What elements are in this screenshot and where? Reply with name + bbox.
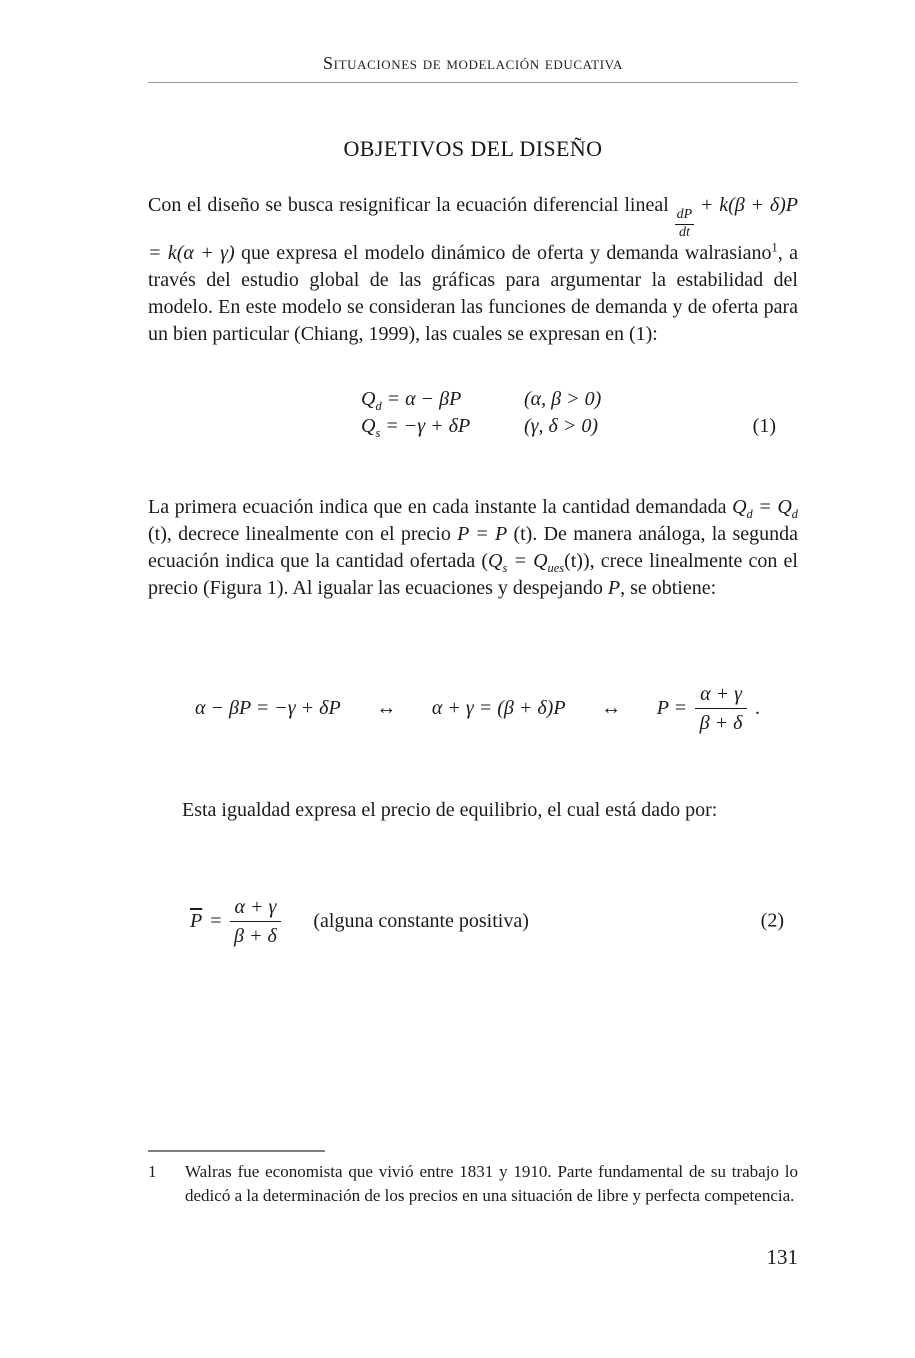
footnote-reference: 1 [771, 240, 778, 255]
eq1-demand-expression: $Q_d = \alpha - \beta P$ [361, 388, 462, 413]
equilibrium-price-expression: $\overline{P}$ = $\frac{\alpha + \gamma}{\beta + \delta}$ [190, 895, 281, 948]
inline-math-Qs: $Q_s = Q_{ues}(t)$) [488, 550, 590, 575]
inline-fraction-dPdt: $\frac{dP}{dt}$ [676, 207, 693, 240]
eq1-supply-expression: $Q_s = -\gamma + \delta P$ [361, 415, 471, 440]
paragraph-3: Esta igualdad expresa el precio de equilibrio, el cual está dado por: [182, 799, 718, 821]
equation-2 [148, 882, 798, 960]
equation-1-line-2 [148, 413, 798, 440]
double-arrow-icon: ↔ [601, 696, 622, 719]
paragraph-1-text: , a través del estudio global de las gráficas para argumentar la estabilidad del modelo. En este modelo se consideran las funciones de demanda y de oferta para un bien particular (Chiang, 1999), las cuales se expresan en (1): [148, 242, 798, 346]
paragraph-1 [148, 192, 798, 348]
P-bar: $\overline{P}$ [190, 909, 203, 932]
equation-2-label: (2) [760, 909, 784, 932]
derivation-equation [148, 668, 798, 748]
footnote-marker: 1 [148, 1162, 157, 1181]
derivation-part-1: α − βP = −γ + δP [195, 696, 341, 719]
derivation-part-2: α + γ = (β + δ)P [431, 696, 566, 719]
paragraph-1-text: que expresa el modelo dinámico de oferta y demanda walrasiano [234, 242, 772, 265]
footnote-rule [148, 1150, 325, 1152]
equation-1-line-1 [148, 386, 798, 413]
fraction-alpha-gamma: $\frac{\alpha + \gamma}{\beta + \delta}$ [695, 682, 747, 735]
equation-2-note: (alguna constante positiva) [313, 909, 529, 932]
eq1-supply-condition: (γ, δ > 0) [524, 415, 598, 437]
eq1-demand-condition: (α, β > 0) [524, 388, 602, 410]
inline-math: + k(β + δ)P = k(α + γ) [148, 194, 799, 265]
section-heading: OBJETIVOS DEL DISEÑO [343, 136, 603, 161]
inline-math-Qd: $Q_d = Q_d$ (t) [148, 496, 798, 545]
footnote [148, 1160, 798, 1207]
header-rule [148, 82, 798, 83]
fraction-alpha-gamma: $\frac{\alpha + \gamma}{\beta + \delta}$ [230, 895, 282, 948]
paragraph-2-text: , se obtiene: [620, 577, 717, 599]
double-arrow-icon: ↔ [376, 696, 397, 719]
paragraph-2-text: , crece linealmente con el precio (Figura 1). Al igualar las ecuaciones y despejando [148, 550, 798, 599]
footnote-text: Walras fue economista que vivió entre 1831 y 1910. Parte fundamental de su trabajo lo dedicó a la determinación de los precios en una situación de libre y perfecta competencia. [185, 1162, 798, 1205]
equation-1 [148, 386, 798, 440]
equation-1-label: (1) [752, 415, 776, 437]
paragraph-2 [148, 494, 798, 602]
running-title: Situaciones de modelación educativa [323, 53, 623, 73]
inline-math-P: P = P (t) [457, 523, 533, 545]
derivation-part-3: P = $\frac{\alpha + \gamma}{\beta + \delta}$ . [656, 682, 760, 734]
paragraph-2-text: , decrece linealmente con el precio [166, 523, 458, 545]
paragraph-2-text: . De manera análoga, la segunda ecuación indica que la cantidad ofertada ( [148, 523, 798, 572]
inline-math-P2: P [607, 577, 621, 599]
page-number: 131 [766, 1245, 798, 1269]
paragraph-1-text: Con el diseño se busca resignificar la ecuación diferencial lineal [148, 194, 675, 216]
paragraph-2-text: La primera ecuación indica que en cada instante la cantidad demandada [148, 496, 733, 518]
